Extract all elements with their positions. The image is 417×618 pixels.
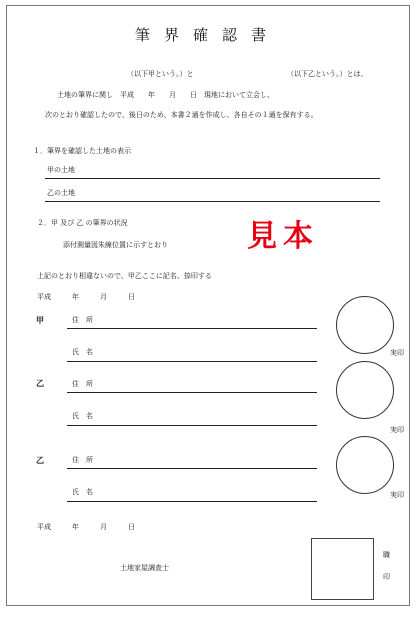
intro-line-2: 次のとおり確認したので、後日のため、本書２通を作成し、各自その１通を保有する。 (45, 111, 318, 119)
confirmation-text: 上記のとおり相違ないので、甲乙ここに記名、捺印する (37, 272, 212, 280)
party-a-mark: 甲 (36, 316, 44, 325)
section-1-heading: １．筆界を確認した土地の表示 (33, 147, 131, 155)
party-b1-address-label: 住 所 (72, 380, 93, 388)
sample-stamp: 見本 (247, 219, 319, 254)
party-a-name-label: 氏 名 (72, 348, 93, 356)
party-a-jitsuin-label: 実印 (390, 349, 404, 357)
party-b2-address-label: 住 所 (72, 456, 93, 464)
land-b-label: 乙の土地 (47, 189, 75, 197)
party-b1-name-line (67, 425, 317, 426)
surveyor-date: 平成 年 月 日 (37, 523, 135, 531)
shokuin-char-1: 職 (383, 551, 390, 559)
party-a-address-line (67, 328, 317, 329)
party-a-name-line (67, 361, 317, 362)
party-a-clause: （以下甲という。）と (127, 70, 194, 78)
party-b2-jitsuin-label: 実印 (390, 491, 404, 499)
party-b2-name-label: 氏 名 (72, 488, 93, 496)
land-a-label: 甲の土地 (47, 166, 75, 174)
party-b1-mark: 乙 (36, 379, 44, 388)
party-a-address-label: 住 所 (72, 316, 93, 324)
party-b1-address-line (67, 392, 317, 393)
surveyor-label: 土地家屋調査士 (120, 564, 169, 572)
party-b-clause: （以下乙という。）とは、 (287, 70, 368, 78)
party-b2-name-line (67, 501, 317, 502)
document-title: 筆界確認書 (135, 26, 281, 44)
intro-line-1: 土地の筆界に関し 平成 年 月 日 現地において立会し、 (57, 91, 274, 99)
shokuin-char-2: 印 (383, 573, 390, 581)
party-b1-name-label: 氏 名 (72, 412, 93, 420)
signing-date: 平成 年 月 日 (37, 293, 135, 301)
surveyor-seal-box (311, 538, 374, 600)
section-2-description: 添付測量図朱線位置に示すとおり (63, 241, 168, 249)
section-2-heading: ２．甲 及び 乙 の筆界の状況 (37, 219, 128, 227)
party-b2-address-line (67, 468, 317, 469)
party-b2-mark: 乙 (36, 456, 44, 465)
party-b1-seal-circle (336, 361, 394, 419)
party-b1-jitsuin-label: 実印 (390, 426, 404, 434)
document-sheet (6, 5, 410, 606)
party-b2-seal-circle (336, 436, 394, 494)
party-a-seal-circle (336, 296, 394, 354)
land-b-line (45, 201, 380, 202)
land-a-line (45, 178, 380, 179)
